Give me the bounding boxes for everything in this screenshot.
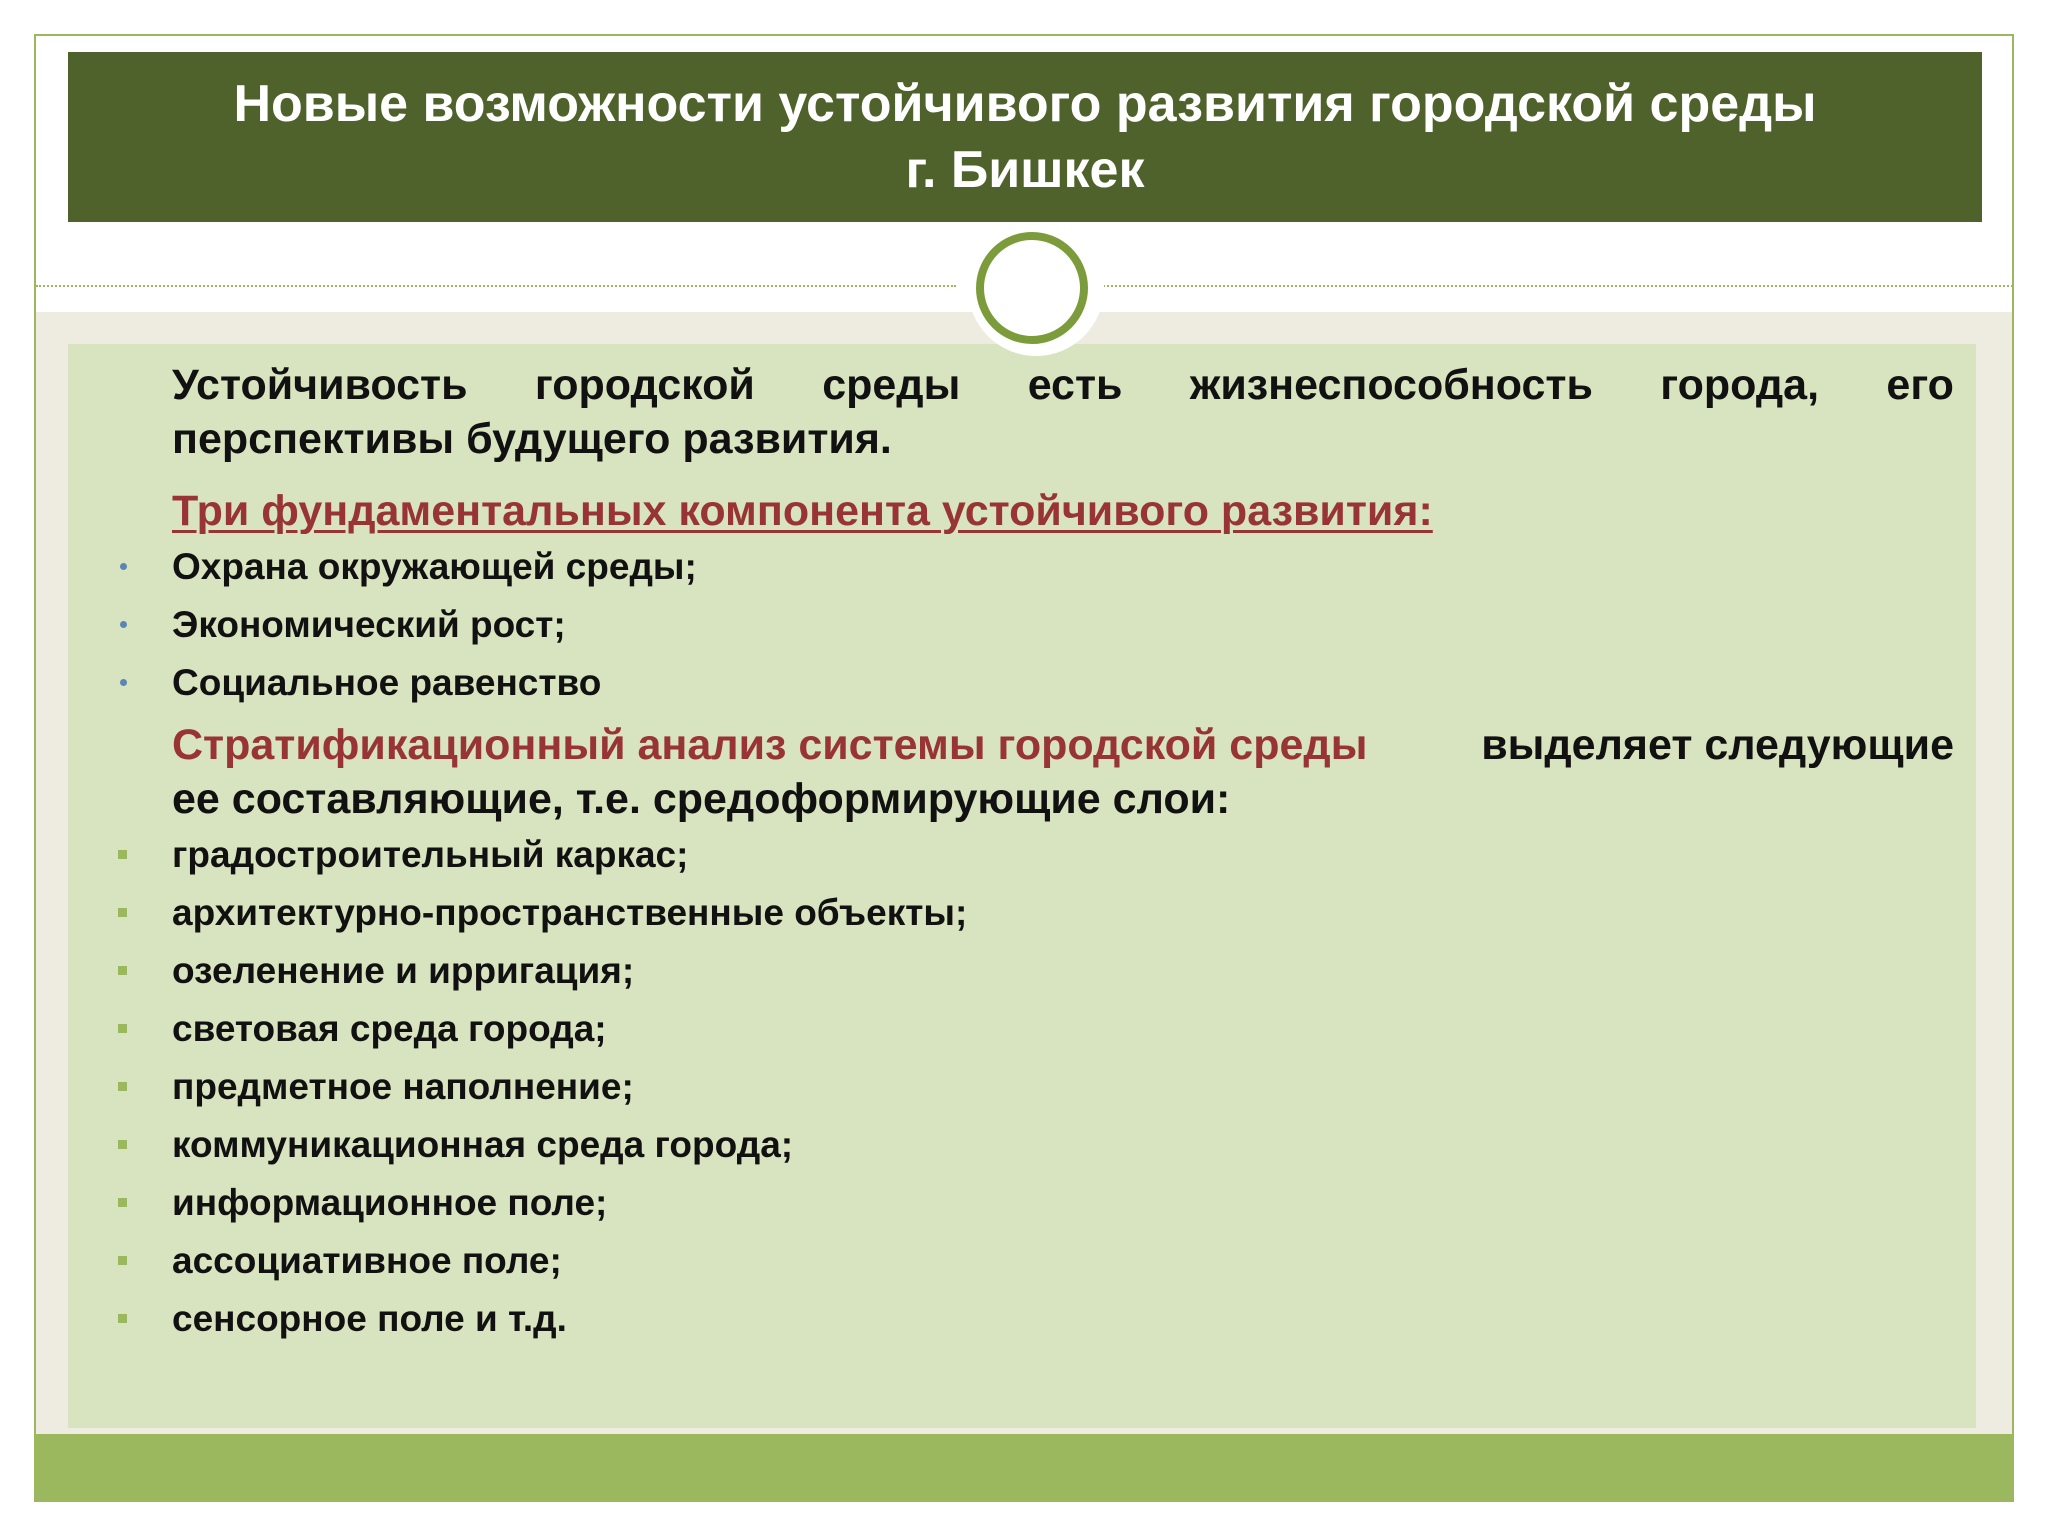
bullet-square-icon — [118, 1082, 127, 1091]
list-item-text: предметное наполнение; — [172, 1066, 634, 1107]
title-bar — [68, 52, 1982, 222]
bullet-dot-icon — [120, 679, 127, 686]
divider-right — [1096, 285, 2014, 287]
components-list — [172, 538, 1954, 712]
list-item — [172, 1174, 1954, 1232]
bullet-square-icon — [118, 1256, 127, 1265]
layers-list — [172, 826, 1954, 1348]
list-item-text: световая среда города; — [172, 1008, 607, 1049]
list-item — [172, 942, 1954, 1000]
slide-body — [172, 358, 1954, 1348]
list-item — [172, 826, 1954, 884]
stratification-paragraph — [172, 718, 1954, 826]
list-item — [172, 884, 1954, 942]
list-item-text: сенсорное поле и т.д. — [172, 1298, 567, 1339]
list-item — [172, 1232, 1954, 1290]
bullet-square-icon — [118, 908, 127, 917]
list-item — [172, 596, 1954, 654]
bullet-dot-icon — [120, 621, 127, 628]
list-item — [172, 1290, 1954, 1348]
components-heading: Три фундаментальных компонента устойчивого развития: — [172, 487, 1433, 535]
intro-line-2: перспективы будущего развития. — [172, 415, 892, 463]
stratification-rest: выделяет следующие — [1481, 721, 1954, 769]
intro-word: Устойчивость — [172, 361, 468, 409]
list-item-text: информационное поле; — [172, 1182, 608, 1223]
intro-word: среды — [822, 361, 961, 409]
list-item-text: градостроительный каркас; — [172, 834, 689, 875]
list-item-text: архитектурно-пространственные объекты; — [172, 892, 968, 933]
list-item-text: Социальное равенство — [172, 662, 602, 703]
slide-title-line2: г. Бишкек — [905, 141, 1145, 199]
list-item-text: озеленение и ирригация; — [172, 950, 635, 991]
intro-word: городской — [534, 361, 755, 409]
stratification-highlight: Стратификационный анализ системы городской среды — [172, 721, 1368, 769]
list-item-text: ассоциативное поле; — [172, 1240, 562, 1281]
slide — [34, 34, 2014, 1502]
bullet-square-icon — [118, 850, 127, 859]
bottom-band — [36, 1434, 2014, 1502]
intro-line-1 — [172, 358, 1954, 412]
bullet-square-icon — [118, 1024, 127, 1033]
intro-word: есть — [1027, 361, 1123, 409]
list-item — [172, 1116, 1954, 1174]
ring-ornament-icon — [976, 232, 1088, 344]
divider-left — [36, 285, 956, 287]
intro-word: города, — [1660, 361, 1820, 409]
slide-title-line1: Новые возможности устойчивого развития городской среды — [233, 75, 1817, 133]
bullet-square-icon — [118, 1140, 127, 1149]
bullet-square-icon — [118, 966, 127, 975]
list-item-text: Экономический рост; — [172, 604, 566, 645]
list-item — [172, 1000, 1954, 1058]
stratification-line-1 — [172, 718, 1954, 772]
stratification-line-2: ее составляющие, т.е. средоформирующие слои: — [172, 775, 1231, 823]
list-item-text: коммуникационная среда города; — [172, 1124, 794, 1165]
bullet-square-icon — [118, 1198, 127, 1207]
bullet-dot-icon — [120, 563, 127, 570]
bullet-square-icon — [118, 1314, 127, 1323]
intro-word: его — [1886, 361, 1954, 409]
intro-word: жизнеспособность — [1189, 361, 1593, 409]
list-item — [172, 1058, 1954, 1116]
list-item — [172, 654, 1954, 712]
list-item — [172, 538, 1954, 596]
list-item-text: Охрана окружающей среды; — [172, 546, 697, 587]
